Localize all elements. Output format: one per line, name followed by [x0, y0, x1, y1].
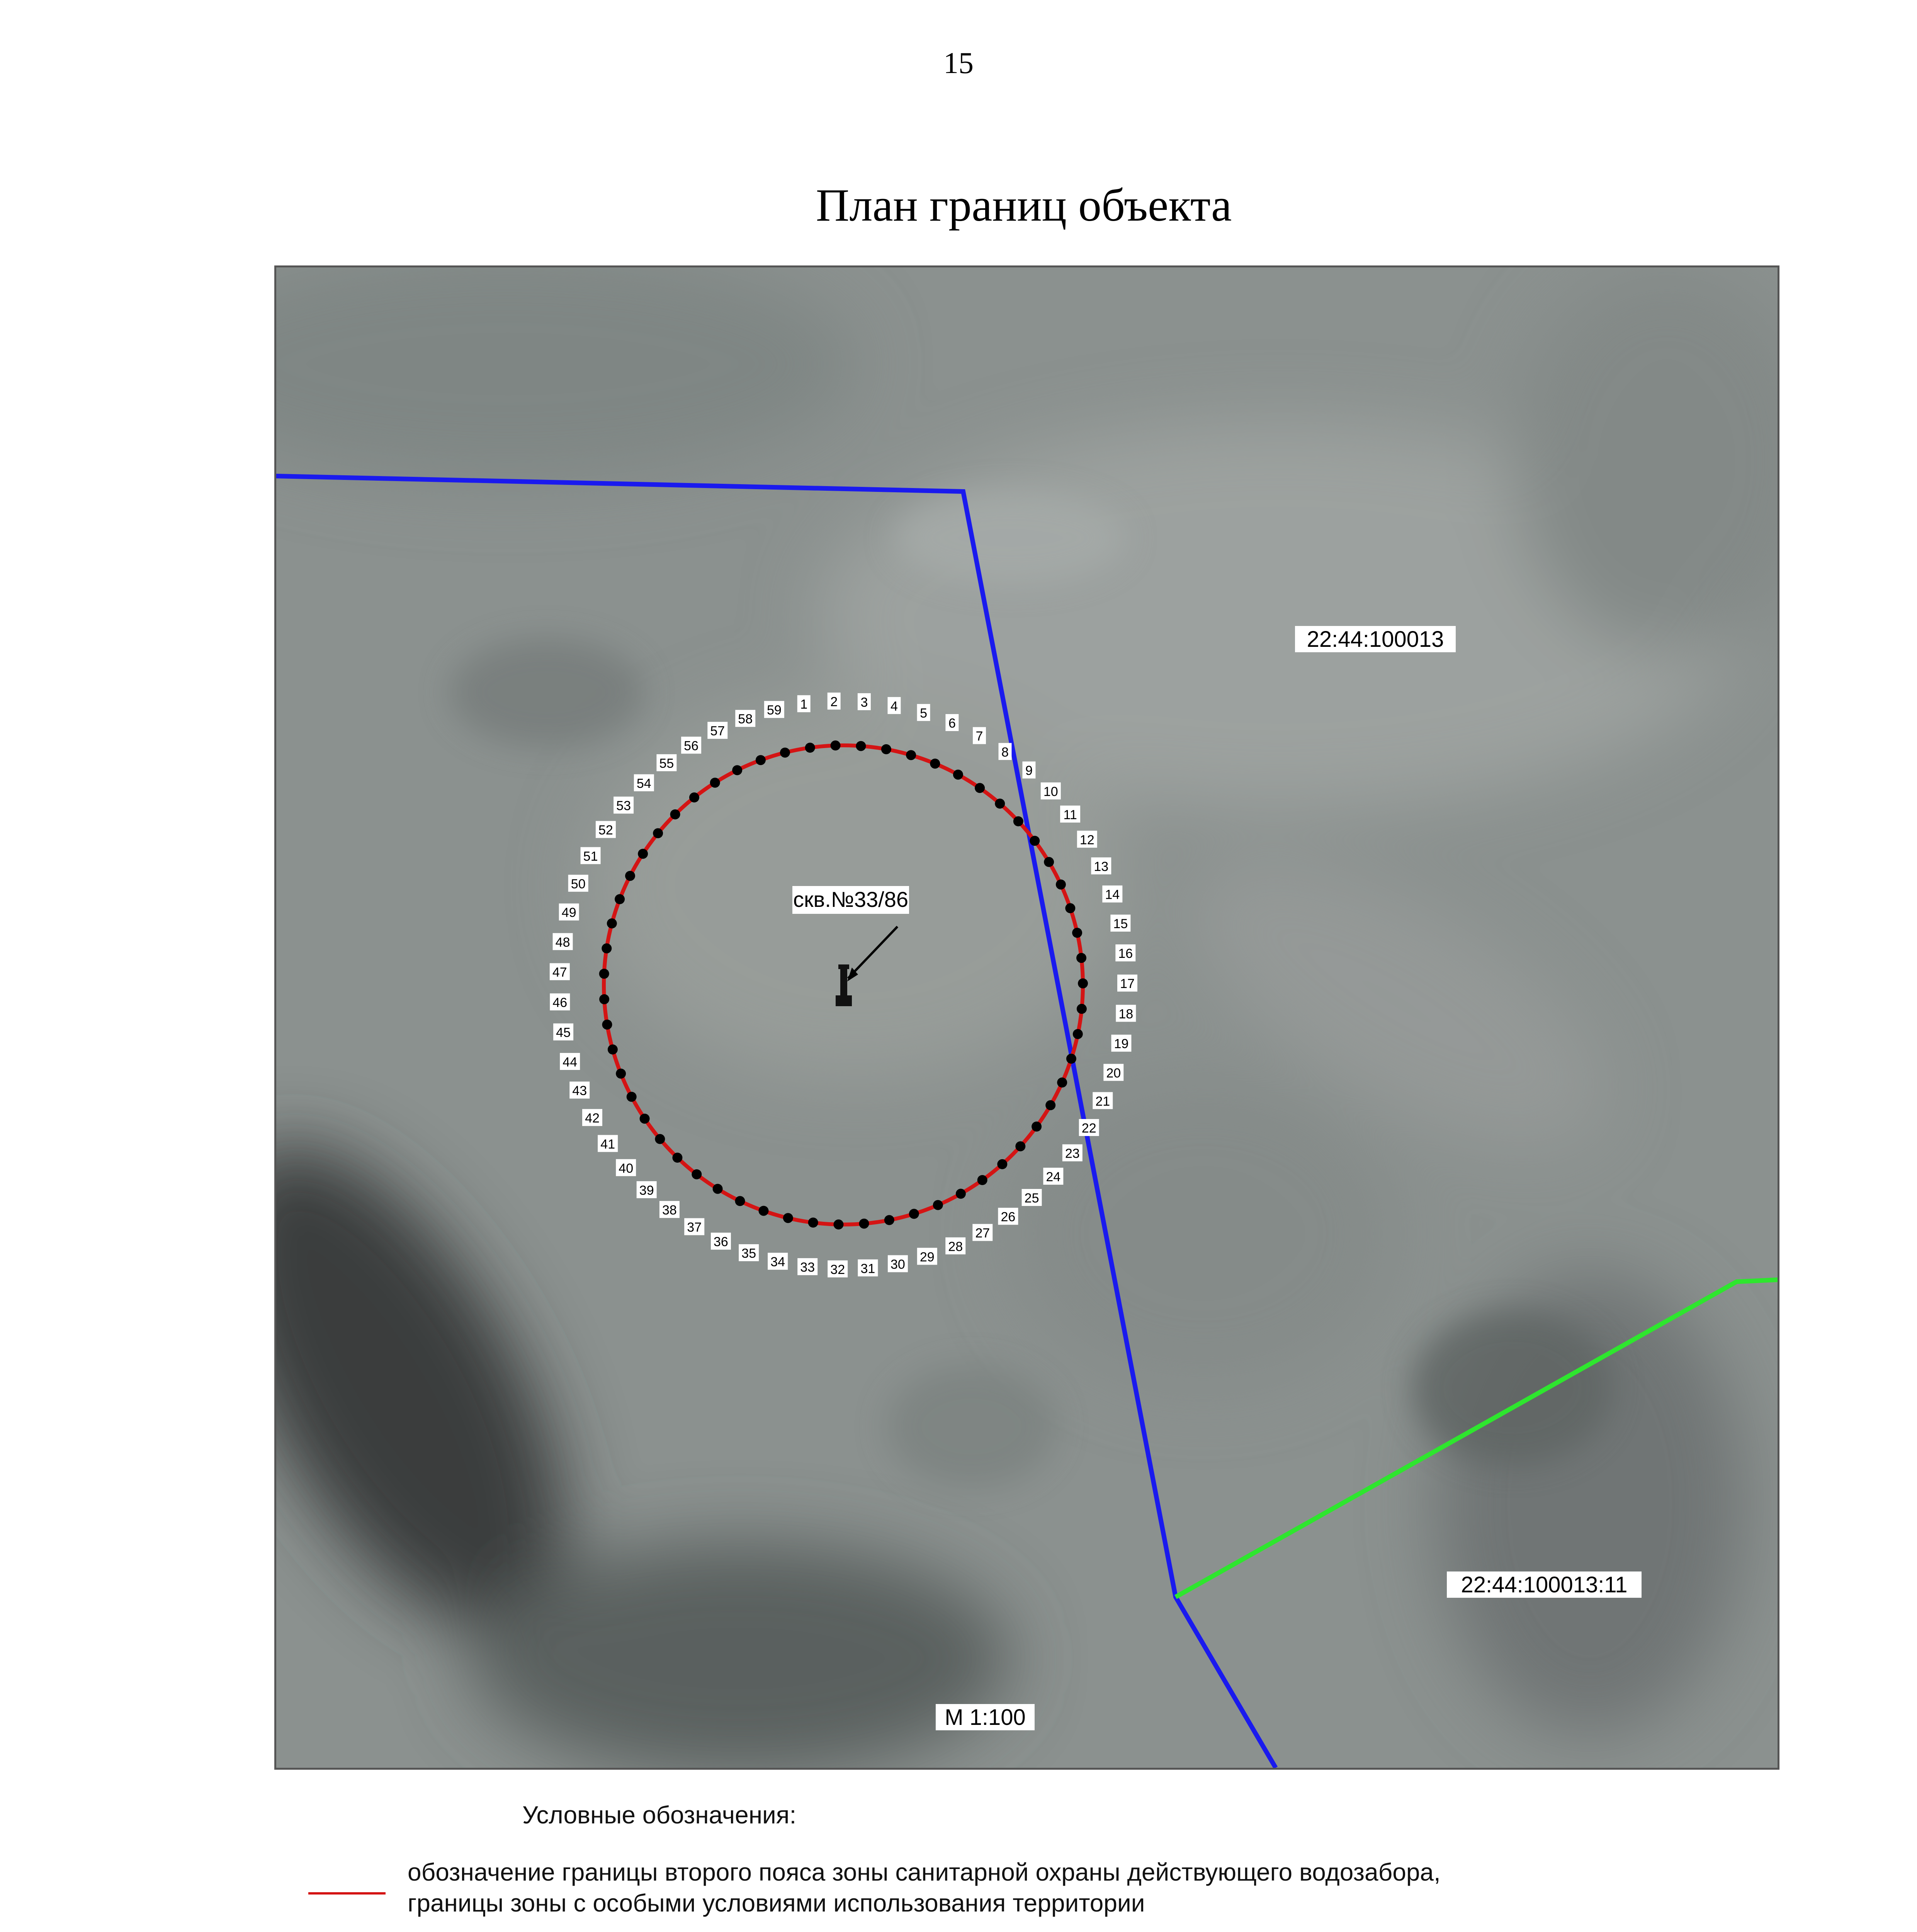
turning-point-54 — [670, 810, 680, 820]
turning-point-37 — [713, 1184, 723, 1194]
turning-point-label-11 — [1060, 806, 1080, 823]
turning-point-label-19 — [1111, 1035, 1131, 1052]
legend-heading: Условные обозначения: — [522, 1801, 797, 1829]
svg-text:32: 32 — [830, 1262, 845, 1277]
svg-text:33: 33 — [800, 1260, 815, 1275]
turning-point-label-27 — [972, 1224, 992, 1241]
turning-point-12 — [1044, 857, 1054, 867]
turning-point-38 — [692, 1169, 702, 1179]
turning-point-label-51 — [581, 847, 601, 864]
turning-point-51 — [625, 871, 635, 881]
turning-point-35 — [759, 1206, 769, 1216]
turning-point-43 — [616, 1069, 626, 1079]
turning-point-28 — [933, 1200, 943, 1210]
svg-text:8: 8 — [1001, 745, 1009, 760]
map-frame[interactable] — [274, 265, 1779, 1770]
turning-point-57 — [732, 765, 742, 775]
turning-point-29 — [909, 1209, 919, 1219]
turning-point-27 — [956, 1189, 966, 1199]
turning-point-label-40 — [616, 1159, 636, 1176]
turning-point-label-34 — [768, 1253, 788, 1270]
turning-point-24 — [1015, 1141, 1025, 1151]
svg-text:58: 58 — [738, 712, 753, 727]
svg-text:6: 6 — [948, 716, 956, 731]
svg-text:52: 52 — [598, 823, 613, 838]
svg-text:54: 54 — [636, 776, 651, 791]
svg-text:9: 9 — [1025, 763, 1033, 778]
svg-text:1: 1 — [800, 697, 808, 712]
svg-text:10: 10 — [1043, 784, 1058, 799]
turning-point-8 — [975, 783, 985, 793]
turning-point-15 — [1072, 928, 1082, 938]
turning-point-53 — [653, 828, 663, 838]
turning-point-3 — [856, 741, 866, 751]
svg-text:7: 7 — [975, 729, 983, 744]
turning-point-1 — [805, 743, 815, 753]
turning-point-label-33 — [797, 1258, 817, 1275]
turning-point-30 — [884, 1215, 894, 1225]
turning-point-9 — [995, 799, 1005, 809]
turning-point-32 — [834, 1219, 844, 1230]
turning-point-label-42 — [582, 1109, 602, 1126]
turning-point-23 — [1032, 1122, 1042, 1132]
svg-text:20: 20 — [1106, 1066, 1121, 1081]
turning-point-49 — [607, 918, 617, 929]
svg-text:49: 49 — [561, 905, 576, 920]
svg-text:27: 27 — [975, 1226, 990, 1241]
turning-point-58 — [756, 755, 766, 765]
turning-point-label-41 — [598, 1135, 618, 1152]
svg-text:45: 45 — [556, 1025, 571, 1040]
svg-text:21: 21 — [1095, 1094, 1110, 1109]
svg-text:25: 25 — [1024, 1191, 1039, 1206]
turning-point-label-50 — [568, 875, 588, 892]
turning-point-label-56 — [681, 737, 701, 754]
turning-point-55 — [689, 793, 699, 803]
svg-text:50: 50 — [571, 876, 586, 891]
turning-point-label-7 — [973, 727, 986, 744]
svg-text:51: 51 — [583, 849, 598, 864]
svg-text:3: 3 — [860, 695, 868, 710]
turning-point-label-22 — [1079, 1119, 1099, 1136]
svg-text:35: 35 — [741, 1246, 756, 1261]
svg-text:30: 30 — [890, 1257, 905, 1272]
svg-text:36: 36 — [713, 1235, 728, 1250]
turning-point-41 — [640, 1114, 650, 1124]
svg-text:18: 18 — [1118, 1007, 1134, 1022]
turning-point-label-58 — [735, 710, 755, 727]
turning-point-2 — [831, 740, 841, 750]
turning-point-4 — [881, 744, 891, 754]
svg-text:46: 46 — [552, 995, 568, 1010]
turning-point-17 — [1078, 978, 1088, 988]
turning-point-label-5 — [917, 704, 930, 721]
turning-point-label-25 — [1022, 1189, 1042, 1206]
svg-text:17: 17 — [1120, 976, 1135, 992]
turning-point-label-12 — [1077, 831, 1097, 848]
turning-point-10 — [1013, 816, 1023, 827]
turning-point-label-6 — [945, 714, 958, 731]
svg-text:12: 12 — [1079, 832, 1094, 847]
turning-point-label-10 — [1041, 782, 1061, 799]
turning-point-36 — [735, 1196, 745, 1206]
turning-point-label-30 — [888, 1255, 908, 1272]
svg-text:24: 24 — [1046, 1170, 1061, 1184]
turning-point-label-57 — [707, 722, 727, 739]
turning-point-42 — [627, 1092, 637, 1102]
svg-text:5: 5 — [920, 706, 928, 721]
turning-point-label-39 — [637, 1181, 657, 1198]
svg-text:41: 41 — [600, 1137, 615, 1152]
turning-point-label-16 — [1115, 944, 1135, 961]
svg-text:2: 2 — [830, 694, 838, 709]
turning-point-31 — [859, 1219, 869, 1229]
turning-point-50 — [615, 894, 625, 904]
turning-point-label-3 — [858, 693, 871, 710]
svg-text:11: 11 — [1063, 807, 1077, 822]
page-number: 15 — [943, 46, 974, 80]
svg-text:31: 31 — [860, 1261, 875, 1276]
turning-point-label-18 — [1116, 1005, 1136, 1022]
turning-point-label-37 — [684, 1218, 704, 1235]
turning-point-label-54 — [634, 774, 654, 791]
turning-point-46 — [599, 994, 609, 1004]
turning-point-13 — [1056, 879, 1066, 889]
svg-text:22: 22 — [1081, 1121, 1096, 1136]
turning-point-44 — [608, 1044, 618, 1054]
turning-point-label-52 — [596, 821, 616, 838]
turning-point-14 — [1065, 903, 1075, 913]
turning-point-label-21 — [1093, 1092, 1113, 1109]
turning-point-label-55 — [656, 754, 676, 771]
turning-point-20 — [1066, 1054, 1076, 1064]
turning-point-26 — [977, 1175, 987, 1185]
turning-point-label-31 — [858, 1259, 878, 1276]
turning-point-40 — [655, 1134, 665, 1144]
turning-point-52 — [638, 849, 648, 859]
turning-point-39 — [672, 1153, 682, 1163]
turning-point-label-15 — [1110, 915, 1130, 932]
turning-point-label-26 — [998, 1208, 1018, 1225]
turning-point-25 — [997, 1159, 1007, 1169]
turning-point-label-28 — [945, 1237, 965, 1254]
svg-text:40: 40 — [619, 1161, 634, 1176]
turning-point-21 — [1057, 1078, 1067, 1088]
turning-point-label-8 — [999, 743, 1012, 760]
satellite-imagery — [276, 267, 1778, 1768]
turning-point-16 — [1076, 953, 1086, 963]
turning-point-5 — [906, 750, 916, 760]
svg-text:37: 37 — [687, 1220, 702, 1235]
turning-point-19 — [1073, 1029, 1083, 1039]
legend-zone-line1: обозначение границы второго пояса зоны санитарной охраны действующего водозабора, — [408, 1858, 1441, 1886]
turning-point-label-29 — [917, 1248, 937, 1265]
svg-text:43: 43 — [572, 1083, 587, 1099]
turning-point-label-38 — [659, 1201, 680, 1218]
svg-text:34: 34 — [770, 1255, 785, 1270]
turning-point-label-20 — [1103, 1064, 1123, 1081]
map-canvas[interactable] — [276, 267, 1778, 1768]
turning-point-45 — [602, 1020, 612, 1030]
turning-point-label-49 — [559, 903, 579, 920]
parcel-label: 22:44:100013:11 — [1461, 1572, 1628, 1597]
svg-text:56: 56 — [684, 738, 699, 753]
turning-point-label-59 — [764, 701, 784, 718]
turning-point-label-9 — [1022, 762, 1035, 779]
page-title: План границ объекта — [816, 179, 1232, 231]
turning-point-label-46 — [550, 993, 570, 1010]
svg-text:15: 15 — [1113, 917, 1128, 931]
svg-text:53: 53 — [616, 798, 631, 813]
turning-point-label-14 — [1102, 886, 1122, 903]
turning-point-18 — [1077, 1004, 1087, 1014]
legend-zone-line2: границы зоны с особыми условиями использования территории — [408, 1889, 1145, 1917]
turning-point-label-4 — [888, 697, 901, 714]
scale-label: М 1:100 — [945, 1705, 1026, 1730]
turning-point-label-17 — [1117, 975, 1137, 992]
turning-point-label-43 — [569, 1082, 590, 1099]
turning-point-6 — [930, 759, 940, 769]
turning-point-label-35 — [739, 1244, 759, 1261]
turning-point-56 — [710, 778, 720, 788]
turning-point-34 — [783, 1213, 793, 1223]
turning-point-59 — [780, 748, 790, 758]
svg-text:38: 38 — [662, 1203, 677, 1218]
svg-text:47: 47 — [552, 965, 567, 980]
svg-text:26: 26 — [1001, 1209, 1016, 1225]
turning-point-33 — [808, 1218, 818, 1228]
svg-text:42: 42 — [585, 1111, 600, 1126]
svg-text:19: 19 — [1114, 1036, 1129, 1051]
turning-point-label-47 — [550, 963, 570, 980]
turning-point-label-13 — [1091, 857, 1111, 874]
turning-point-47 — [599, 969, 609, 979]
turning-point-label-48 — [553, 933, 573, 950]
svg-text:39: 39 — [639, 1183, 654, 1198]
turning-point-48 — [602, 943, 612, 953]
turning-point-11 — [1030, 836, 1040, 846]
turning-point-label-1 — [797, 695, 811, 712]
turning-point-label-36 — [711, 1233, 731, 1250]
svg-text:28: 28 — [948, 1239, 963, 1254]
svg-text:14: 14 — [1105, 887, 1120, 902]
svg-text:13: 13 — [1094, 859, 1109, 874]
turning-point-label-2 — [828, 692, 841, 709]
zone-boundary-symbol — [308, 1892, 386, 1895]
turning-point-label-24 — [1043, 1168, 1063, 1185]
turning-point-label-44 — [560, 1053, 580, 1070]
svg-text:59: 59 — [766, 703, 782, 718]
turning-point-label-53 — [614, 797, 634, 814]
svg-text:23: 23 — [1065, 1146, 1080, 1161]
turning-point-label-32 — [828, 1260, 848, 1277]
svg-text:48: 48 — [555, 935, 570, 950]
svg-text:16: 16 — [1118, 946, 1133, 961]
turning-point-22 — [1045, 1100, 1055, 1110]
turning-point-7 — [953, 770, 963, 780]
svg-text:29: 29 — [919, 1250, 935, 1265]
turning-point-label-45 — [553, 1024, 573, 1041]
svg-text:57: 57 — [710, 724, 725, 739]
svg-text:4: 4 — [891, 699, 898, 714]
quarter-label: 22:44:100013 — [1307, 627, 1444, 652]
svg-text:55: 55 — [659, 756, 674, 771]
svg-text:44: 44 — [563, 1055, 578, 1070]
turning-point-label-23 — [1062, 1145, 1083, 1162]
well-label: скв.№33/86 — [793, 887, 909, 912]
